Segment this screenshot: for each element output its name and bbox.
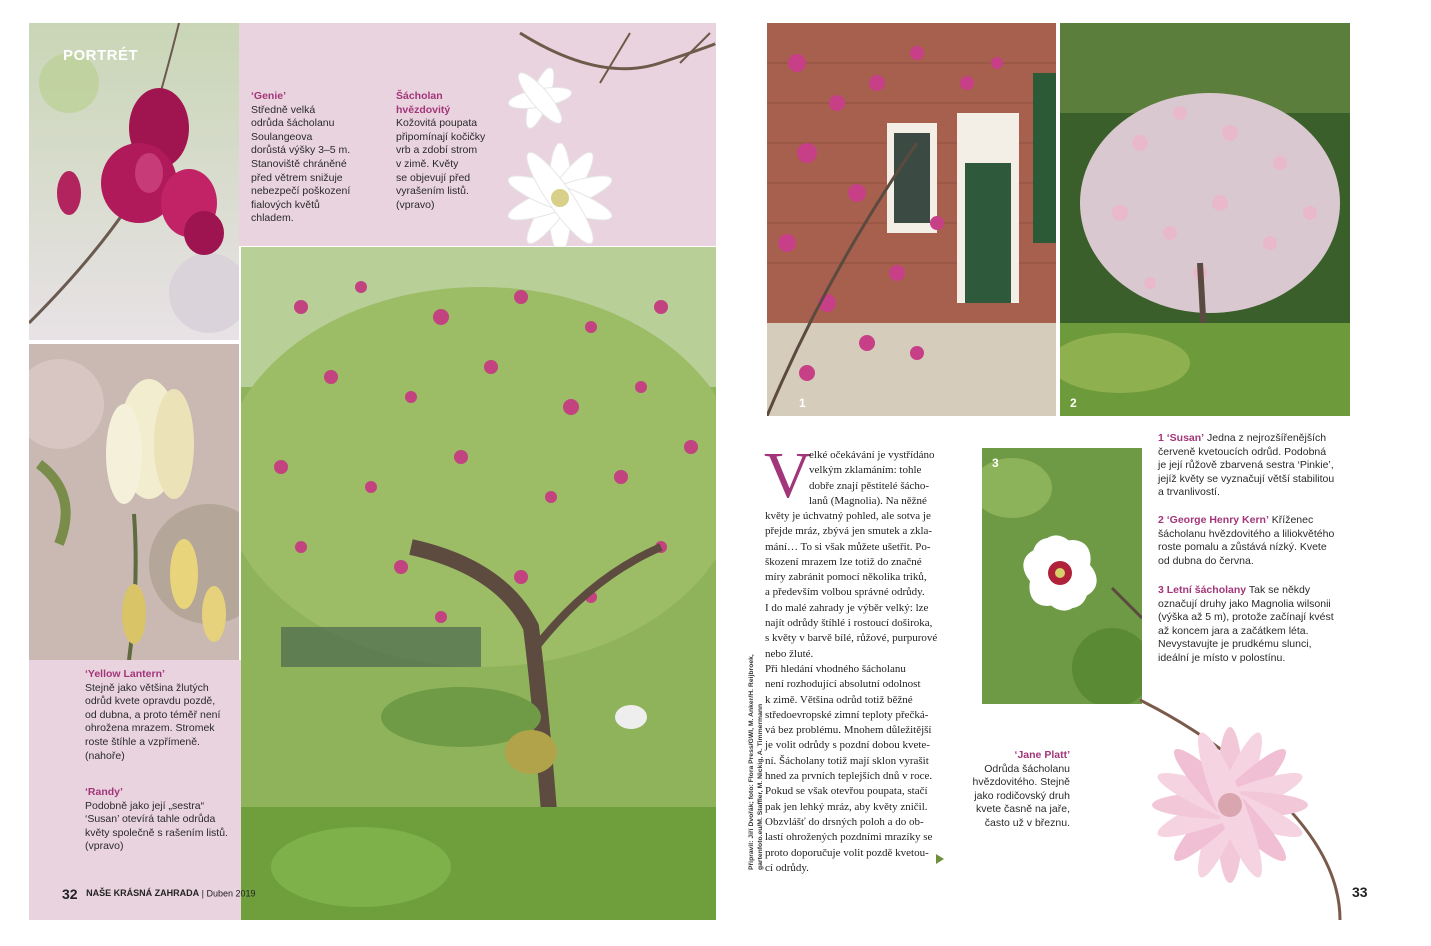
article-line: přejde mráz, zbývá jen smutek a zkla- [765,525,933,538]
caption-genie-line: Soulangeova [251,130,313,143]
caption-yellow-lantern-line: od dubna, a proto téměř není [85,708,221,721]
caption-genie-line: Středně velká [251,103,316,116]
caption-letni-line: Nevystavujte je prudkému slunci, [1158,638,1312,650]
article-line: pak jen lehký mráz, aby květy zničil. [765,800,928,813]
caption-stellata-title: Šácholan [396,90,443,102]
article-line: k zimě. Většina odrůd totiž běžné [765,693,913,706]
caption-george-line: od dubna do června. [1158,554,1254,567]
caption-letni-line: ideální je místo v polostínu. [1158,651,1286,664]
article-line: středoevropské zimní teploty přečká- [765,708,929,721]
caption-letni-line: označují druhy jako Magnolia wilsonii [1158,597,1331,610]
article-line: lanů (Magnolia). Na něžné [809,494,927,507]
caption-jane-platt-line: Odrůda šácholanu [984,762,1070,775]
caption-randy [85,786,235,854]
caption-yellow-lantern-title: ‘Yellow Lantern’ [85,668,165,680]
article-line: vá bez problému. Mnohem důležitější [765,724,932,737]
caption-susan-title: 1 ‘Susan’ [1158,432,1205,444]
caption-george-title: 2 ‘George Henry Kern’ [1158,514,1269,526]
article-line: proto doporučuje volit pozdě kvetou- [765,846,929,859]
caption-george-line: roste pomalu a zůstává nízký. Kvete [1158,541,1327,553]
photo-susan-house [767,23,1056,416]
caption-randy-line: Podobně jako její „sestra“ [85,799,205,812]
photo-credits-line: Připravil: Jiří Dvořák; foto: Flora Press/GWI, M. Anker/H. Reijbroek, [748,654,755,870]
caption-stellata-line: vyrašením listů. [396,185,469,198]
caption-jane-platt-line: často už v březnu. [984,816,1070,829]
caption-letni-text: Tak se někdy [1246,584,1311,596]
caption-letni-title: 3 Letní šácholany [1158,584,1247,596]
drop-cap: V [764,439,812,512]
article-line: Pokud se však otevřou poupata, stačí [765,785,928,798]
photo-credits-line: gartenfoto.eu/M. Staffler, M. Nickig, A. Timmermann [756,703,764,870]
caption-genie-line: Stanoviště chráněné [251,157,347,170]
article-line: hned za prvních teplejších dnů v roce. [765,770,933,783]
caption-letni-sacholany [1158,584,1358,665]
article-line: s květy v barvě bílé, růžové, purpurové [765,632,938,645]
caption-genie-line: dorůstá výšky 3–5 m. [251,144,351,157]
article-line: ní. Šácholany totiž mají sklon vyrašit [765,754,929,767]
caption-susan-line: a trvanlivostí. [1158,486,1220,498]
article-line: škození mrazem lze totiž do značné [765,555,922,568]
caption-susan-line [1158,432,1358,446]
article-line: I do malé zahrady je výběr velký: lze [765,601,929,614]
caption-george-line: šácholanu hvězdovitého a liliokvětého [1158,527,1335,540]
photo-george-henry-kern [1060,23,1350,416]
caption-genie-line: před větrem snižuje [251,171,343,184]
caption-yellow-lantern-line: odrůd kvete opravdu pozdě, [85,695,216,708]
caption-genie [251,90,391,226]
caption-letni-line: (výška až 5 m), protože začínají kvést [1158,611,1334,623]
article-line: mání… To si však můžete ušetřit. Po- [765,540,931,553]
page-number-right: 33 [1352,884,1368,900]
caption-randy-title: ‘Randy’ [85,786,123,798]
article-line: je volit odrůdy s pozdní dobou kvete- [765,739,930,752]
photo-star-magnolia-cutout [480,23,716,273]
caption-jane-platt-line: hvězdovitého. Stejně [972,776,1070,788]
caption-susan-line: jejíž květy se vyznačují větší stabilitou [1158,472,1335,485]
article-line: květy je úchvatný pohled, ale sotva je [765,510,931,522]
caption-genie-line: chladem. [251,212,294,225]
caption-george-text: Kříženec [1268,514,1314,526]
caption-randy-line: ‘Susan’ otevírá tahle odrůda [85,813,216,826]
caption-stellata-line: se objevují před [396,171,471,184]
caption-jane-platt-title: ‘Jane Platt’ [1014,749,1070,761]
article-line: nebo žluté. [765,647,814,660]
caption-yellow-lantern [85,668,235,763]
caption-stellata-line: vrb a zdobí strom [396,144,478,157]
caption-yellow-lantern-line: Stejně jako většina žlutých [85,681,209,694]
continue-arrow-icon [936,854,944,864]
photo-number-3: 3 [992,456,999,470]
photo-number-1: 1 [799,396,806,410]
photo-magnolia-tree-garden [241,247,716,920]
article-line: není rozhodující absolutní odolnost [765,678,921,691]
caption-yellow-lantern-line: ohrožena mrazem. Stromek [85,722,215,735]
caption-genie-line: odrůda šácholanu [251,117,335,130]
page-number-left: 32 [62,886,78,902]
photo-genie-magnolia [29,23,239,340]
caption-susan [1158,432,1358,500]
caption-genie-line: nebezpečí poškození [251,185,351,198]
caption-george-henry-kern [1158,514,1358,568]
caption-letni-line [1158,584,1358,598]
caption-jane-platt [960,749,1070,830]
article-line: míry zabránit pomocí několika triků, [765,571,927,584]
caption-yellow-lantern-line: (nahoře) [85,749,125,762]
photo-yellow-lantern [29,344,239,660]
caption-susan-line: červeně kvetoucích odrůd. Podobná [1158,445,1327,458]
caption-stellata-line: připomínají kočičky [396,130,486,143]
caption-genie-line: fialových květů [251,198,320,211]
caption-randy-line: (vpravo) [85,840,124,853]
caption-george-line [1158,514,1358,528]
article-line: velkým zklamáním: tohle [809,464,922,477]
article-line: elké očekávání je vystřídáno [809,449,935,461]
left-page-footer [62,886,256,902]
caption-susan-line: je její růžově zbarvená sestra ‘Pinkie’, [1158,459,1334,471]
article-line: dobře znají pěstitelé šácho- [809,479,930,492]
caption-stellata-line: (vpravo) [396,198,435,211]
magazine-name: NAŠE KRÁSNÁ ZAHRADA [86,888,200,899]
photo-credits [748,640,765,870]
caption-stellata-line: v zimě. Květy [396,157,459,170]
article-line: cí odrůdy. [765,861,809,874]
section-label: PORTRÉT [63,47,139,64]
photo-jane-platt-cutout [1080,680,1370,920]
caption-genie-title: ‘Genie’ [251,90,287,102]
article-line: a především volbou správné odrůdy. [765,586,925,599]
issue-label: | Duben 2019 [201,888,256,899]
caption-stellata-line: Kožovitá poupata [396,117,478,130]
caption-yellow-lantern-line: roste štíhle a vzpřímeně. [85,735,200,748]
article-line: Obzvlášť do drsných poloh a do ob- [765,815,924,828]
photo-summer-magnolia [982,448,1142,704]
caption-stellata-title: hvězdovitý [396,103,451,116]
article-body-intro [809,448,945,509]
caption-susan-text: Jedna z nejrozšířenějších [1204,432,1327,444]
caption-jane-platt-line: jako rodičovský druh [974,789,1070,802]
photo-number-2: 2 [1070,396,1077,410]
article-line: najít odrůdy štíhlé i rostoucí doširoka, [765,617,933,630]
caption-letni-line: až koncem jara a začátkem léta. [1158,624,1309,637]
article-line: lastí ohrožených pozdními mrazíky se [765,831,933,844]
article-line: Při hledání vhodného šácholanu [765,662,906,675]
caption-randy-line: květy společně s rašením listů. [85,826,228,839]
caption-jane-platt-line: kvete časně na jaře, [976,803,1070,815]
article-body [765,509,945,876]
